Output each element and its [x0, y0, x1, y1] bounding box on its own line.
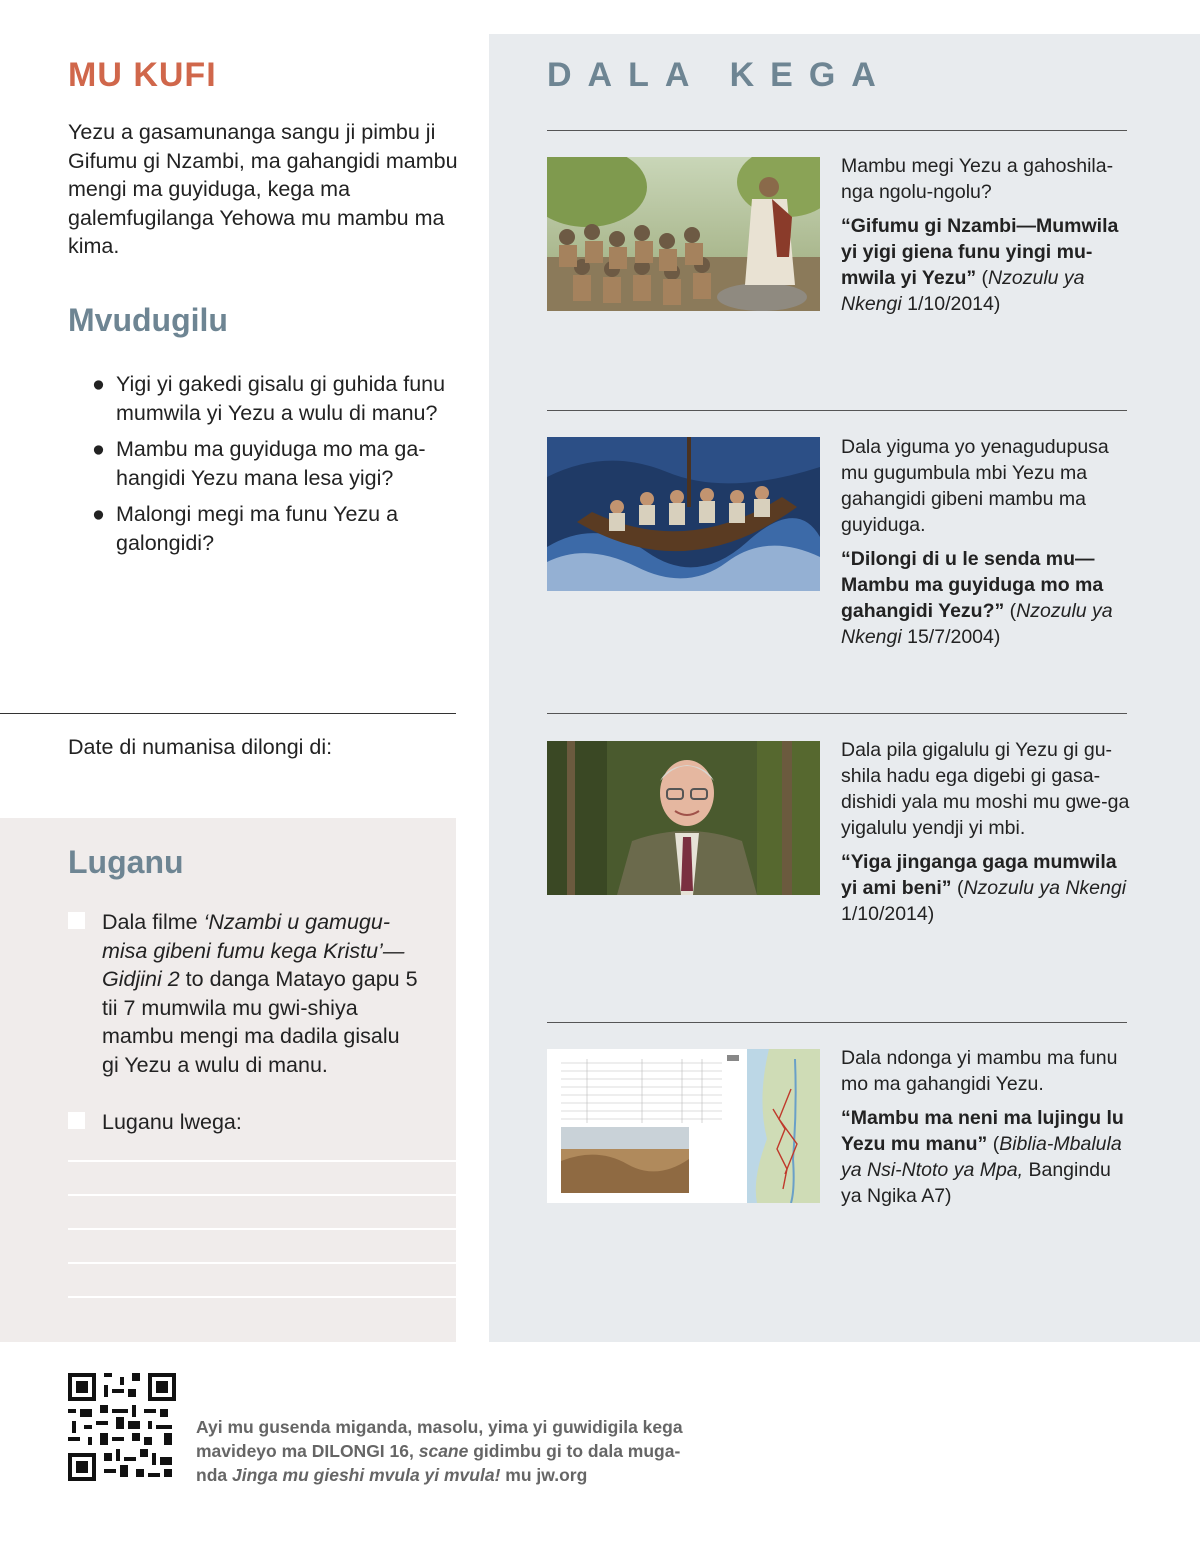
review-question — [92, 435, 462, 492]
qr-code-icon[interactable] — [68, 1373, 176, 1481]
divider — [0, 713, 456, 714]
card-question: Mambu megi Yezu a gahoshila-nga ngolu-ngolu? — [841, 155, 1114, 203]
card-reference[interactable]: “Yiga jinganga gaga mumwila yi ami beni” (Nzozulu ya Nkengi 1/10/2014) — [841, 851, 1127, 925]
write-line[interactable] — [68, 1296, 456, 1298]
goals-heading: Luganu — [68, 844, 184, 880]
review-questions — [92, 370, 462, 565]
bullet-icon: ● — [92, 372, 105, 396]
card-image-man-portrait[interactable] — [547, 741, 820, 895]
card-question: Dala yiguma yo yenagudupusa mu gugumbula mbi Yezu ma gahangidi gibeni mambu ma guyiduga. — [841, 436, 1109, 536]
card-reference[interactable]: “Mambu ma neni ma lujingu lu Yezu mu manu” (Biblia-Mbalula ya Nsi-Ntoto ya Mpa, Bangindu ya Ngika A7) — [841, 1107, 1124, 1207]
lesson-title: MU KUFI — [68, 56, 217, 94]
lesson-summary: Yezu a gasamunanga sangu ji pimbu ji Gifumu gi Nzambi, ma gahangidi mambu mengi ma guyiduga, kega ma galemfugilanga Yehowa mu mambu ma kima. — [68, 120, 458, 258]
goal-text: Dala filme ‘Nzambi u gamugu-misa gibeni fumu kega Kristu’—Gidjini 2 to danga Matayo gapu 5 tii 7 mumwila mu gwi-shiya mambu mengi ma dadila gisalu gi Yezu a wulu di manu. — [102, 910, 418, 1077]
card-text — [841, 153, 1131, 325]
question-text: Yigi yi gakedi gisalu gi guhida funu mumwila yi Yezu a wulu di manu? — [116, 372, 446, 425]
divider — [547, 130, 1127, 131]
goal-text: Luganu lwega: — [102, 1110, 242, 1134]
write-line[interactable] — [68, 1194, 456, 1196]
goal-checkbox[interactable] — [68, 912, 85, 929]
card-question: Dala ndonga yi mambu ma funu mo ma gahangidi Yezu. — [841, 1047, 1118, 1095]
bullet-icon: ● — [92, 437, 105, 461]
completion-date-label: Date di numanisa dilongi di: — [68, 735, 333, 759]
card-image-chart-map[interactable] — [547, 1049, 820, 1203]
question-text: Mambu ma guyiduga mo ma ga-hangidi Yezu mana lesa yigi? — [116, 437, 426, 490]
bullet-icon: ● — [92, 502, 105, 526]
card-text — [841, 1045, 1131, 1217]
divider — [547, 1022, 1127, 1023]
question-text: Malongi megi ma funu Yezu a galongidi? — [116, 502, 399, 555]
goals-box — [0, 818, 456, 1342]
website-link[interactable]: mu jw.org — [500, 1465, 588, 1485]
card-image-jesus-teaching[interactable] — [547, 157, 820, 311]
review-question — [92, 370, 462, 427]
card-reference[interactable]: “Gifumu gi Nzambi—Mumwila yi yigi giena funu yingi mu-mwila yi Yezu” (Nzozulu ya Nkengi 1/10/2014) — [841, 215, 1119, 315]
card-reference[interactable]: “Dilongi di u le senda mu—Mambu ma guyiduga mo ma gahangidi Yezu?” (Nzozulu ya Nkengi 15/7/2004) — [841, 548, 1113, 648]
write-line[interactable] — [68, 1160, 456, 1162]
card-question: Dala pila gigalulu gi Yezu gi gu-shila hadu ega digebi gi gasa-dishidi yala mu moshi mu gwe-ga yigalulu yendji yi mbi. — [841, 739, 1130, 839]
card-image-storm-boat[interactable] — [547, 437, 820, 591]
review-question — [92, 500, 462, 557]
divider — [547, 410, 1127, 411]
card-text — [841, 434, 1131, 658]
video-title: ‘Nzambi u gamugu-misa gibeni fumu kega Kristu’—Gidjini 2 — [102, 910, 405, 991]
goal-checkbox[interactable] — [68, 1112, 85, 1129]
card-text — [841, 737, 1131, 935]
divider — [547, 713, 1127, 714]
footer-note: Ayi mu gusenda miganda, masolu, yima yi guwidigila kega mavideyo ma DILONGI 16, scane gidimbu gi to dala muga-nda Jinga mu gieshi mvula yi mvula! mu jw.org — [196, 1417, 683, 1485]
explore-title: DALA KEGA — [547, 56, 892, 94]
write-line[interactable] — [68, 1228, 456, 1230]
write-line[interactable] — [68, 1262, 456, 1264]
review-heading: Mvudugilu — [68, 302, 228, 338]
